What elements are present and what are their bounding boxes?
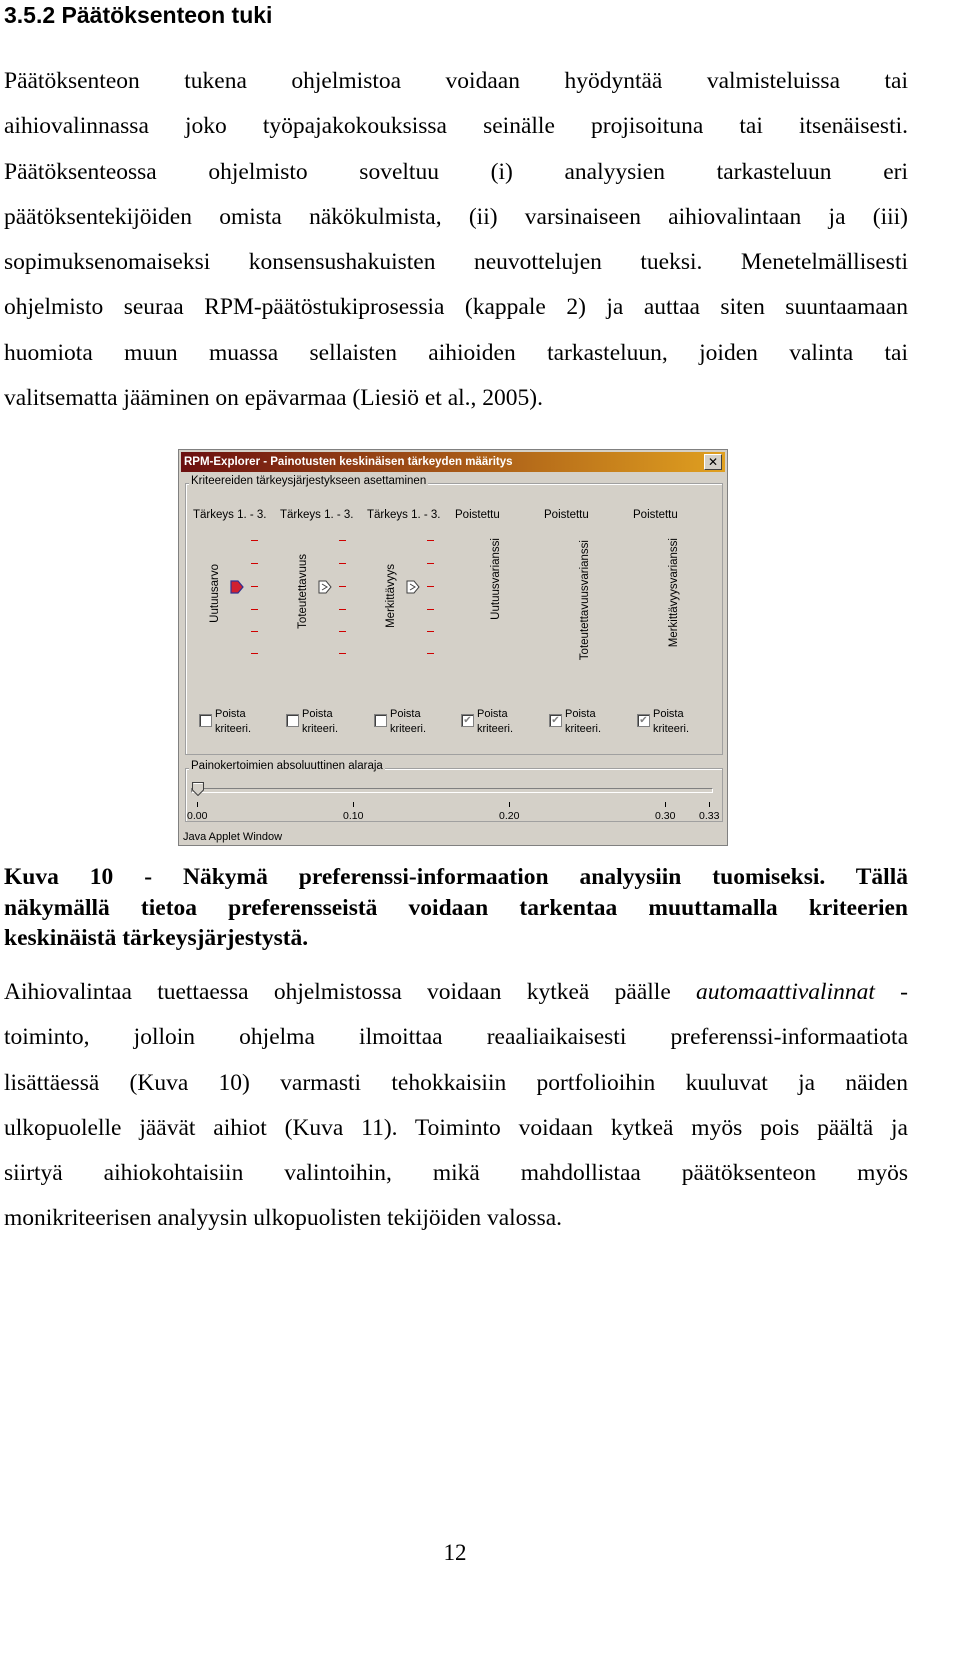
rank-tick — [427, 563, 434, 564]
column-header: Tärkeys 1. - 3. — [280, 509, 354, 521]
weight-bound-group-label: Painokertoimien absoluuttinen alaraja — [191, 760, 383, 772]
rank-tick — [339, 563, 346, 564]
checkbox-label-line: kriteeri. — [565, 723, 602, 735]
slider-tick — [509, 802, 510, 807]
checkbox-label-line: Poista — [477, 708, 508, 720]
paragraph-line: aihiovalinnassa joko työpajakokouksissa seinälle projisoituna tai itsenäisesti. — [4, 113, 908, 140]
checkbox-label-line: Poista — [653, 708, 684, 720]
line-text: Aihiovalintaa tuettaessa ohjelmistossa voidaan kytkeä päälle — [4, 979, 697, 1005]
slider-thumb[interactable] — [192, 782, 204, 796]
paragraph-line: Päätöksenteon tukena ohjelmistoa voidaan hyödyntää valmisteluissa tai — [4, 68, 908, 94]
emphasis: automaattivalinnat — [696, 979, 875, 1005]
checkbox-label-line: kriteeri. — [653, 723, 690, 735]
paragraph-line: siirtyä aihiokohtaisiin valintoihin, mikä mahdollistaa päätöksenteon myös — [4, 1160, 908, 1187]
checkbox-label-line: Poista — [565, 708, 596, 720]
caption-line: Kuva 10 - Näkymä preferenssi-informaation analyysiin tuomiseksi. Tällä — [4, 864, 908, 890]
checkbox-label-line: Poista — [215, 708, 246, 720]
rank-tick — [427, 540, 434, 541]
criteria-group-label: Kriteereiden tärkeysjärjestykseen asettaminen — [191, 475, 427, 487]
slider-tick — [709, 802, 710, 807]
criterion-label-merkittavyys: Merkittävyys — [385, 564, 397, 628]
paragraph-1 — [4, 59, 908, 421]
paragraph-line: Päätöksenteossa ohjelmisto soveltuu (i) analyysien tarkasteluun eri — [4, 158, 908, 185]
paragraph-line: sopimuksenomaiseksi konsensushakuisten neuvottelujen tueksi. Menetelmällisesti — [4, 249, 908, 276]
checkbox-label-line: Poista — [302, 708, 333, 720]
slider-label: 0.20 — [499, 810, 520, 822]
checkbox-label — [565, 707, 601, 737]
rank-tick — [339, 540, 346, 541]
rank-tick — [339, 631, 346, 632]
rank-marker[interactable] — [318, 580, 332, 594]
rank-tick — [251, 653, 258, 654]
paragraph-line: valitsematta jääminen on epävarmaa (Liesiö et al., 2005). — [4, 385, 543, 412]
criterion-label-toteutettavuusvarianssi: Toteutettavuusvarianssi — [579, 540, 591, 661]
column-header: Poistettu — [544, 509, 589, 521]
criterion-label-toteutettavuus: Toteutettavuus — [297, 554, 309, 629]
rank-tick — [251, 631, 258, 632]
close-icon[interactable]: ✕ — [704, 454, 722, 470]
checkbox-label — [477, 707, 513, 737]
applet-title: RPM-Explorer - Painotusten keskinäisen tärkeyden määritys — [184, 456, 513, 468]
slider-label: 0.30 — [655, 810, 676, 822]
slider-tick — [353, 802, 354, 807]
checkbox-label-line: Poista — [390, 708, 421, 720]
paragraph-line: huomiota muun muassa sellaisten aihioiden tarkasteluun, joiden valinta tai — [4, 339, 908, 366]
rank-tick — [251, 609, 258, 610]
remove-criterion-checkbox[interactable] — [199, 714, 212, 727]
rank-tick — [427, 586, 434, 587]
paragraph-line: monikriteerisen analyysin ulkopuolisten tekijöiden valossa. — [4, 1205, 563, 1232]
page-number: 12 — [443, 1540, 467, 1565]
paragraph-line: ohjelmisto seuraa RPM-päätöstukiprosessia (kappale 2) ja auttaa siten suuntaamaan — [4, 294, 908, 321]
rank-tick — [427, 609, 434, 610]
checkbox-label-line: kriteeri. — [477, 723, 514, 735]
weight-bound-slider-track[interactable] — [191, 788, 713, 793]
section-heading: 3.5.2 Päätöksenteon tuki — [4, 2, 273, 28]
paragraph-line: toiminto, jolloin ohjelma ilmoittaa reaaliaikaisesti preferenssi-informaatiota — [4, 1024, 908, 1051]
criterion-label-uutuusarvo: Uutuusarvo — [209, 564, 221, 623]
remove-criterion-checkbox-checked[interactable]: ✔ — [461, 714, 474, 727]
paragraph-line: lisättäessä (Kuva 10) varmasti tehokkaisiin portfolioihin kuuluvat ja näiden — [4, 1069, 908, 1096]
applet-titlebar — [181, 452, 725, 472]
column-header: Poistettu — [455, 509, 500, 521]
checkbox-label-line: kriteeri. — [390, 723, 427, 735]
remove-criterion-checkbox[interactable] — [374, 714, 387, 727]
line-text: - — [874, 979, 908, 1005]
criterion-label-merkittavyysvarianssi: Merkittävyysvarianssi — [668, 538, 680, 648]
checkbox-label — [653, 707, 689, 737]
rank-tick — [339, 609, 346, 610]
caption-line: keskinäistä tärkeysjärjestystä. — [4, 925, 309, 951]
checkbox-label — [215, 707, 251, 737]
applet-footer: Java Applet Window — [183, 831, 283, 843]
rank-marker[interactable] — [406, 580, 420, 594]
checkbox-label-line: kriteeri. — [302, 723, 339, 735]
checkbox-label — [390, 707, 426, 737]
rank-tick — [339, 586, 346, 587]
slider-label: 0.10 — [343, 810, 364, 822]
rank-tick — [251, 563, 258, 564]
rank-tick — [427, 653, 434, 654]
slider-label: 0.00 — [187, 810, 208, 822]
applet-window — [178, 449, 728, 846]
paragraph-2 — [4, 970, 908, 1242]
criterion-label-uutuusvarianssi: Uutuusvarianssi — [490, 538, 502, 620]
rank-tick — [251, 540, 258, 541]
slider-tick — [665, 802, 666, 807]
paragraph-line: ulkopuolelle jäävät aihiot (Kuva 11). Toiminto voidaan kytkeä myös pois päältä ja — [4, 1114, 908, 1141]
rank-tick — [251, 586, 258, 587]
weight-bound-group — [185, 768, 723, 822]
rank-tick — [427, 631, 434, 632]
figure-caption — [4, 862, 908, 954]
paragraph-line: päätöksentekijöiden omista näkökulmista, (ii) varsinaiseen aihiovalintaan ja (iii) — [4, 203, 908, 230]
slider-tick — [197, 802, 198, 807]
remove-criterion-checkbox-checked[interactable]: ✔ — [549, 714, 562, 727]
rank-marker-selected[interactable] — [230, 580, 244, 594]
checkbox-label-line: kriteeri. — [215, 723, 252, 735]
column-header: Poistettu — [633, 509, 678, 521]
rank-tick — [339, 653, 346, 654]
column-header: Tärkeys 1. - 3. — [367, 509, 441, 521]
checkbox-label — [302, 707, 338, 737]
remove-criterion-checkbox-checked[interactable]: ✔ — [637, 714, 650, 727]
column-header: Tärkeys 1. - 3. — [193, 509, 267, 521]
caption-line: näkymällä tietoa preferensseistä voidaan tarkentaa muuttamalla kriteerien — [4, 894, 908, 921]
slider-label: 0.33 — [699, 810, 720, 822]
paragraph-line — [4, 970, 908, 1015]
remove-criterion-checkbox[interactable] — [286, 714, 299, 727]
